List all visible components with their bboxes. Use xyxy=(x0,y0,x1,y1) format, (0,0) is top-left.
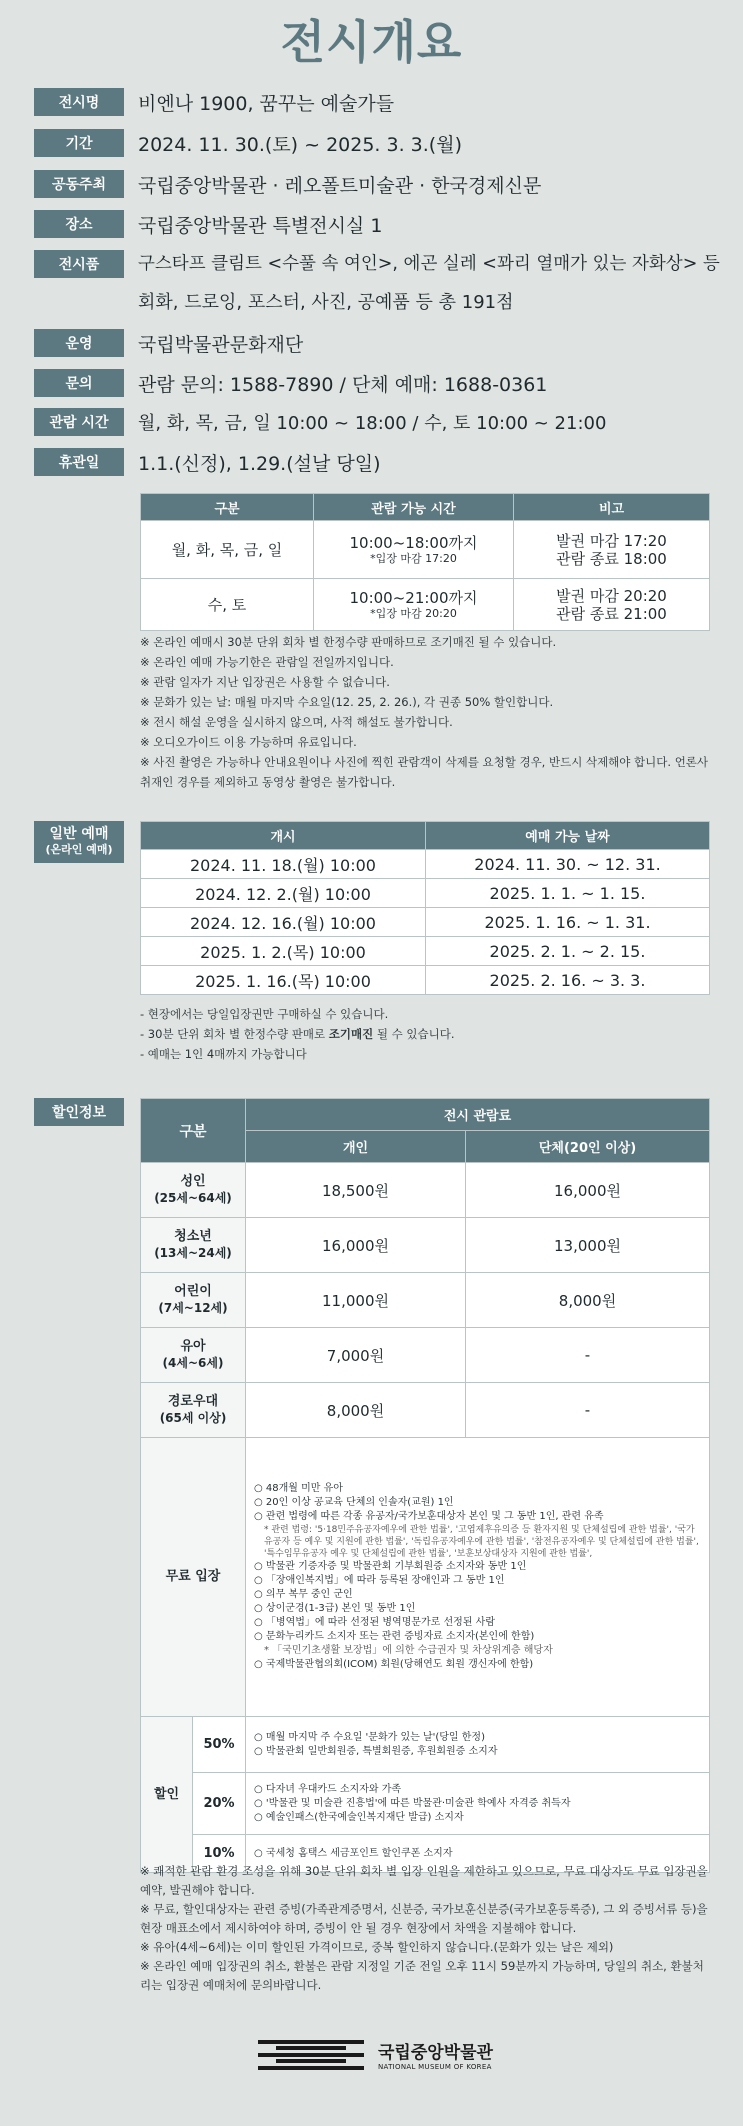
info-value: 국립박물관문화재단 xyxy=(138,333,304,356)
fee-individual: 7,000원 xyxy=(246,1328,466,1383)
info-value-2: 회화, 드로잉, 포스터, 사진, 공예품 등 총 191점 xyxy=(138,292,514,313)
free-entry-list xyxy=(246,1438,710,1717)
discount-item: ○ '박물관 및 미술관 진흥법'에 따른 박물관·미술관 학예사 자격증 취득자 xyxy=(254,1797,571,1809)
fee-category: 유아 (4세~6세) xyxy=(141,1328,246,1383)
note-item: ※ 사진 촬영은 가능하나 안내요원이나 사진에 찍힌 관람객이 삭제를 요청할 경우, 반드시 삭제해야 합니다. 언론사 취재인 경우를 제외하고 동영상 촬영은 불가합니다. xyxy=(140,755,709,789)
fee-group: 8,000원 xyxy=(466,1273,710,1328)
free-item-note: * 「국민기초생활 보장법」에 의한 수급권자 및 차상위계층 해당자 xyxy=(264,1645,553,1656)
free-item: ○ 「장애인복지법」에 따라 등록된 장애인과 그 동반 1인 xyxy=(254,1575,505,1586)
note-item: - 현장에서는 당일입장권만 구매하실 수 있습니다. xyxy=(140,1007,389,1021)
table-row-free xyxy=(141,1438,710,1717)
info-row-works xyxy=(34,250,720,320)
table-header: 개인 xyxy=(246,1131,466,1163)
info-value: 2024. 11. 30.(토) ~ 2025. 3. 3.(월) xyxy=(138,133,462,156)
info-label: 기간 xyxy=(34,129,124,157)
booking-label: 일반 예매 (온라인 예매) xyxy=(34,821,124,863)
discount-list xyxy=(246,1773,710,1835)
info-label: 관람 시간 xyxy=(34,408,124,436)
note-item: ※ 무료, 할인대상자는 관련 증빙(가족관계증명서, 신분증, 국가보훈신분증(국가보훈등록증), 그 외 증빙서류 등)을 현장 매표소에서 제시하여야 하며, 증빙이 안 될 경우 현장에서 차액을 지불해야 합니다. xyxy=(140,1902,708,1935)
booking-open: 2025. 1. 16.(목) 10:00 xyxy=(141,966,426,995)
free-item: ○ 의무 복무 중인 군인 xyxy=(254,1589,353,1600)
discount-rate: 50% xyxy=(193,1717,246,1773)
note-item: ※ 관람 일자가 지난 입장권은 사용할 수 없습니다. xyxy=(140,675,390,689)
hours-note: 발권 마감 17:20 관람 종료 18:00 xyxy=(514,521,710,579)
table-row xyxy=(141,1218,710,1273)
table-row xyxy=(141,1163,710,1218)
booking-open: 2024. 12. 16.(월) 10:00 xyxy=(141,908,426,937)
hours-time: 10:00~18:00까지 *입장 마감 17:20 xyxy=(314,521,514,579)
hours-note: 발권 마감 20:20 관람 종료 21:00 xyxy=(514,579,710,631)
note-item: - 30분 단위 회차 별 한정수량 판매로 조기매진 될 수 있습니다. xyxy=(140,1027,455,1041)
discount-item: ○ 박물관회 일반회원증, 특별회원증, 후원회원증 소지자 xyxy=(254,1745,498,1757)
museum-logo xyxy=(258,2038,493,2071)
free-item: ○ 국제박물관협의회(ICOM) 회원(당해연도 회원 갱신자에 한함) xyxy=(254,1659,534,1670)
logo-name-ko: 국립중앙박물관 xyxy=(378,2043,493,2063)
table-row xyxy=(141,1328,710,1383)
info-row-hosts xyxy=(34,170,541,198)
info-value: 1.1.(신정), 1.29.(설날 당일) xyxy=(138,452,381,475)
fee-individual: 11,000원 xyxy=(246,1273,466,1328)
table-row xyxy=(141,937,710,966)
table-row xyxy=(141,966,710,995)
fee-category: 어린이 (7세~12세) xyxy=(141,1273,246,1328)
table-row xyxy=(141,908,710,937)
free-item: ○ 「병역법」에 따라 선정된 병역명문가로 선정된 사람 xyxy=(254,1617,495,1628)
table-header: 관람 가능 시간 xyxy=(314,494,514,521)
discount-rate: 20% xyxy=(193,1773,246,1835)
note-item: - 예매는 1인 4매까지 가능합니다 xyxy=(140,1047,307,1061)
booking-table xyxy=(140,821,710,995)
info-row-closed xyxy=(34,448,381,476)
fee-individual: 18,500원 xyxy=(246,1163,466,1218)
fee-table xyxy=(140,1098,710,1873)
info-row-venue xyxy=(34,210,382,238)
info-label: 전시명 xyxy=(34,88,124,116)
hours-day: 수, 토 xyxy=(141,579,314,631)
table-row xyxy=(141,521,710,579)
info-value: 구스타프 클림트 <수풀 속 여인>, 에곤 실레 <꽈리 열매가 있는 자화상> 등 xyxy=(138,254,720,274)
info-value: 월, 화, 목, 금, 일 10:00 ~ 18:00 / 수, 토 10:00 ~ 21:00 xyxy=(138,413,607,434)
table-row xyxy=(141,879,710,908)
table-row xyxy=(141,850,710,879)
table-row-discount xyxy=(141,1717,710,1773)
fee-group: 16,000원 xyxy=(466,1163,710,1218)
discount-label-cell: 할인 xyxy=(141,1717,193,1873)
info-label: 운영 xyxy=(34,329,124,357)
table-header: 전시 관람료 xyxy=(246,1099,710,1131)
info-label: 공동주최 xyxy=(34,170,124,198)
free-item: ○ 48개월 미만 유아 xyxy=(254,1483,343,1494)
note-item: ※ 온라인 예매 가능기한은 관람일 전일까지입니다. xyxy=(140,655,394,669)
booking-dates: 2025. 1. 16. ~ 1. 31. xyxy=(426,908,710,937)
booking-dates: 2024. 11. 30. ~ 12. 31. xyxy=(426,850,710,879)
table-row xyxy=(141,1383,710,1438)
free-item-note: * 관련 법령: '5·18민주유공자예우에 관한 법률', '고엽제후유의증 등 환자지원 및 단체설립에 관한 법률', '국가유공자 등 예우 및 지원에 관한 법률', '독립유공자예우에 관한 법률', '참전유공자예우 및 단체설립에 관한 법률', '특수임무유공자 예우 및 단체설립에 관한 법률', '보훈보상대상자 지원에 관한 법률', xyxy=(264,1525,699,1559)
booking-open: 2025. 1. 2.(목) 10:00 xyxy=(141,937,426,966)
note-item: ※ 문화가 있는 날: 매월 마지막 수요일(12. 25, 2. 26.), 각 권종 50% 할인합니다. xyxy=(140,695,554,709)
logo-text xyxy=(378,2038,493,2071)
note-item: ※ 전시 해설 운영을 실시하지 않으며, 사적 해설도 불가합니다. xyxy=(140,715,453,729)
hours-time: 10:00~21:00까지 *입장 마감 20:20 xyxy=(314,579,514,631)
hours-table xyxy=(140,493,710,631)
discount-label: 할인정보 xyxy=(34,1098,124,1126)
discount-item: ○ 다자녀 우대카드 소지자와 가족 xyxy=(254,1783,402,1795)
fee-category: 성인 (25세~64세) xyxy=(141,1163,246,1218)
discount-rate: 10% xyxy=(193,1835,246,1873)
free-item: ○ 상이군경(1-3급) 본인 및 동반 1인 xyxy=(254,1603,416,1614)
logo-name-en: NATIONAL MUSEUM OF KOREA xyxy=(378,2063,492,2071)
fee-category: 청소년 (13세~24세) xyxy=(141,1218,246,1273)
fee-category: 경로우대 (65세 이상) xyxy=(141,1383,246,1438)
note-item: ※ 유아(4세~6세)는 이미 할인된 가격이므로, 중복 할인하지 않습니다.(문화가 있는 날은 제외) xyxy=(140,1940,614,1954)
free-item: ○ 박물관 기증자증 및 박물관회 기부회원증 소지자와 동반 1인 xyxy=(254,1561,527,1572)
table-row xyxy=(141,1273,710,1328)
fee-group: - xyxy=(466,1328,710,1383)
free-item: ○ 20인 이상 공교육 단체의 인솔자(교원) 1인 xyxy=(254,1497,454,1508)
free-entry-label: 무료 입장 xyxy=(141,1438,246,1717)
info-label: 문의 xyxy=(34,369,124,397)
table-header: 구분 xyxy=(141,1099,246,1163)
info-row-operator xyxy=(34,329,303,357)
note-item: ※ 오디오가이드 이용 가능하며 유료입니다. xyxy=(140,735,357,749)
info-value: 관람 문의: 1588-7890 / 단체 예매: 1688-0361 xyxy=(138,373,548,396)
info-label: 전시품 xyxy=(34,250,124,278)
page-title: 전시개요 xyxy=(280,15,463,69)
info-value: 국립중앙박물관 · 레오폴트미술관 · 한국경제신문 xyxy=(138,174,542,197)
info-label: 휴관일 xyxy=(34,448,124,476)
note-item: ※ 쾌적한 관람 환경 조성을 위해 30분 단위 회차 별 입장 인원을 제한하고 있으므로, 무료 대상자도 무료 입장권을 예약, 발권해야 합니다. xyxy=(140,1864,708,1897)
table-header: 단체(20인 이상) xyxy=(466,1131,710,1163)
booking-dates: 2025. 1. 1. ~ 1. 15. xyxy=(426,879,710,908)
free-item: ○ 관련 법령에 따른 각종 유공자/국가보훈대상자 본인 및 그 동반 1인, 관련 유족 xyxy=(254,1511,604,1522)
info-row-exhibition xyxy=(34,88,394,116)
info-label: 장소 xyxy=(34,210,124,238)
booking-dates: 2025. 2. 1. ~ 2. 15. xyxy=(426,937,710,966)
discount-item: ○ 매월 마지막 주 수요일 '문화가 있는 날'(당일 한정) xyxy=(254,1731,485,1743)
booking-open: 2024. 12. 2.(월) 10:00 xyxy=(141,879,426,908)
free-item: ○ 문화누리카드 소지자 또는 관련 증빙자료 소지자(본인에 한함) xyxy=(254,1631,535,1642)
logo-mark-icon xyxy=(258,2040,364,2070)
table-row xyxy=(141,579,710,631)
table-header: 예매 가능 날짜 xyxy=(426,822,710,850)
info-row-contact xyxy=(34,369,547,397)
info-row-hours xyxy=(34,408,606,436)
fee-individual: 16,000원 xyxy=(246,1218,466,1273)
note-item: ※ 온라인 예매시 30분 단위 회차 별 한정수량 판매하므로 조기매진 될 수 있습니다. xyxy=(140,635,557,649)
table-header: 개시 xyxy=(141,822,426,850)
discount-notes xyxy=(140,1862,710,1995)
booking-dates: 2025. 2. 16. ~ 3. 3. xyxy=(426,966,710,995)
table-header: 구분 xyxy=(141,494,314,521)
fee-group: 13,000원 xyxy=(466,1218,710,1273)
hours-notes xyxy=(140,632,710,792)
fee-individual: 8,000원 xyxy=(246,1383,466,1438)
note-item: ※ 온라인 예매 입장권의 취소, 환불은 관람 지정일 기준 전일 오후 11시 59분까지 가능하며, 당일의 취소, 환불처리는 입장권 예매처에 문의바랍니다. xyxy=(140,1959,704,1992)
info-value: 국립중앙박물관 특별전시실 1 xyxy=(138,214,383,237)
info-value: 비엔나 1900, 꿈꾸는 예술가들 xyxy=(138,92,395,115)
discount-item: ○ 예술인패스(한국예술인복지재단 발급) 소지자 xyxy=(254,1811,464,1823)
hours-day: 월, 화, 목, 금, 일 xyxy=(141,521,314,579)
fee-group: - xyxy=(466,1383,710,1438)
booking-open: 2024. 11. 18.(월) 10:00 xyxy=(141,850,426,879)
info-row-period xyxy=(34,129,462,157)
table-row-discount xyxy=(141,1773,710,1835)
discount-list xyxy=(246,1717,710,1773)
booking-notes xyxy=(140,1004,455,1064)
table-header: 비고 xyxy=(514,494,710,521)
discount-item: ○ 국세청 홈택스 세금포인트 할인쿠폰 소지자 xyxy=(254,1847,453,1859)
